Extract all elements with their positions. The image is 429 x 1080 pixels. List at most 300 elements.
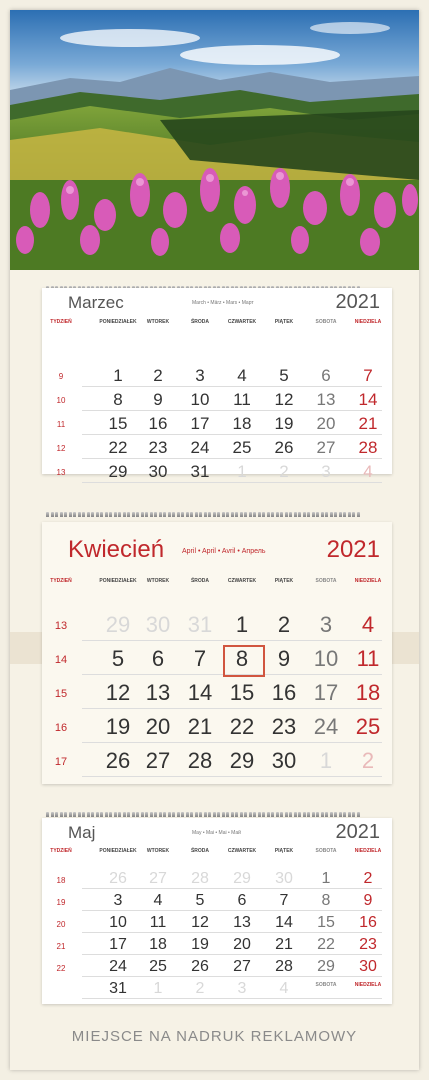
binding-ring <box>289 512 292 517</box>
week-number: 18 <box>56 875 66 885</box>
binding-ring <box>330 512 333 517</box>
binding-ring <box>226 812 229 817</box>
binding-ring <box>91 812 94 817</box>
binding-ring <box>244 512 247 517</box>
binding-ring <box>46 812 49 817</box>
binding-ring <box>127 512 130 517</box>
day-cell: 15 <box>108 414 128 433</box>
binding-ring <box>123 812 126 817</box>
binding-ring <box>69 812 72 817</box>
week-number: 13 <box>54 619 68 632</box>
binding-ring <box>199 512 202 517</box>
day-cell: 29 <box>229 748 255 773</box>
binding-ring <box>154 812 157 817</box>
binding-ring <box>208 512 211 517</box>
month-name-translations: May • Mai • Mai • Май <box>192 830 241 836</box>
day-cell: 17 <box>109 936 127 953</box>
month-name-translations: March • März • Mars • Март <box>192 300 254 306</box>
day-cell: 28 <box>191 870 209 887</box>
day-cell: 14 <box>358 390 378 409</box>
day-cell: 30 <box>145 612 171 637</box>
day-cell: 22 <box>317 936 335 953</box>
day-cell: 21 <box>358 414 378 433</box>
day-cell: 18 <box>232 414 252 433</box>
binding-ring <box>55 812 58 817</box>
day-cell: 4 <box>363 462 373 481</box>
day-cell: 13 <box>233 914 251 931</box>
day-cell: 26 <box>191 958 209 975</box>
binding-ring <box>330 812 333 817</box>
day-header-2: WTOREK <box>146 319 170 325</box>
day-header-5: PIĄTEK <box>274 319 294 325</box>
week-header: TYDZIEŃ <box>50 319 72 325</box>
binding-ring <box>307 512 310 517</box>
binding-ring <box>316 512 319 517</box>
binding-ring <box>285 812 288 817</box>
day-cell: 12 <box>191 914 209 931</box>
binding-ring <box>145 812 148 817</box>
binding-ring <box>213 512 216 517</box>
week-number: 20 <box>56 919 66 929</box>
binding-ring <box>105 812 108 817</box>
binding-ring <box>352 812 355 817</box>
day-cell: 27 <box>233 958 251 975</box>
binding-ring <box>199 812 202 817</box>
day-cell: 24 <box>109 958 127 975</box>
binding-ring <box>244 812 247 817</box>
day-cell: 8 <box>113 390 123 409</box>
day-cell: 12 <box>105 680 131 705</box>
day-cell: 28 <box>358 438 378 457</box>
day-cell: 30 <box>359 958 377 975</box>
day-cell: 1 <box>321 870 331 887</box>
day-cell: 27 <box>145 748 171 773</box>
binding-ring <box>289 812 292 817</box>
day-header-6: SOBOTA <box>315 319 337 325</box>
day-cell: 3 <box>321 462 331 481</box>
day-cell: 1 <box>237 462 247 481</box>
binding-ring <box>195 812 198 817</box>
binding-ring <box>87 812 90 817</box>
day-cell: 8 <box>321 892 331 909</box>
today-marker <box>223 645 265 677</box>
binding-ring <box>51 812 54 817</box>
day-cell: 5 <box>195 892 205 909</box>
binding-ring <box>87 512 90 517</box>
binding-ring <box>168 512 171 517</box>
day-cell: 6 <box>321 366 331 385</box>
binding-ring <box>181 512 184 517</box>
day-cell: 2 <box>153 366 163 385</box>
week-number: 13 <box>56 468 66 478</box>
day-header-4: CZWARTEK <box>227 319 257 325</box>
week-header: TYDZIEŃ <box>50 848 72 854</box>
day-cell: 15 <box>317 914 335 931</box>
day-cell: 22 <box>229 714 255 739</box>
binding-ring <box>168 812 171 817</box>
binding-ring <box>235 512 238 517</box>
day-cell: 20 <box>145 714 171 739</box>
binding-ring <box>73 812 76 817</box>
day-cell: 12 <box>274 390 294 409</box>
day-cell: 23 <box>148 438 168 457</box>
binding-ring <box>226 512 229 517</box>
day-cell: 31 <box>190 462 210 481</box>
binding-ring <box>235 812 238 817</box>
binding-ring <box>154 512 157 517</box>
day-cell: 2 <box>361 748 375 773</box>
binding-ring <box>204 812 207 817</box>
binding-ring <box>114 812 117 817</box>
binding-ring <box>159 812 162 817</box>
day-cell: 25 <box>355 714 381 739</box>
day-cell: 11 <box>149 914 167 931</box>
day-header-1: PONIEDZIAŁEK <box>99 319 137 325</box>
day-cell: 17 <box>190 414 210 433</box>
day-cell: 27 <box>149 870 167 887</box>
day-cell: 31 <box>109 980 127 997</box>
binding-ring <box>118 812 121 817</box>
week-number: 15 <box>54 687 68 700</box>
day-cell: 4 <box>237 366 247 385</box>
binding-ring <box>141 512 144 517</box>
day-cell: 5 <box>279 366 289 385</box>
binding-ring <box>334 812 337 817</box>
binding-ring <box>298 812 301 817</box>
day-cell: 31 <box>187 612 213 637</box>
day-header-3: ŚRODA <box>190 848 210 854</box>
binding-ring <box>163 512 166 517</box>
advertising-space-label: MIEJSCE NA NADRUK REKLAMOWY <box>71 1028 358 1045</box>
sunday-label: NIEDZIELA <box>354 982 382 988</box>
week-number: 21 <box>56 941 66 951</box>
day-cell: 29 <box>317 958 335 975</box>
day-cell: 11 <box>233 390 251 409</box>
binding-ring <box>64 512 67 517</box>
month-april <box>42 522 392 784</box>
binding-ring <box>213 812 216 817</box>
day-cell: 7 <box>363 366 373 385</box>
binding-ring <box>150 512 153 517</box>
calendar-board <box>10 10 419 1070</box>
binding-ring <box>334 512 337 517</box>
binding-ring <box>267 512 270 517</box>
month-header <box>42 818 392 844</box>
month-year: 2021 <box>326 536 380 563</box>
day-cell: 13 <box>145 680 171 705</box>
binding-ring <box>231 812 234 817</box>
binding-ring <box>325 812 328 817</box>
month-header <box>42 288 392 314</box>
day-cell: 5 <box>111 646 125 671</box>
month-header <box>42 522 392 562</box>
binding-ring <box>280 812 283 817</box>
day-header-1: PONIEDZIAŁEK <box>99 848 137 854</box>
binding-ring <box>78 812 81 817</box>
day-header-4: CZWARTEK <box>227 848 257 854</box>
binding-ring <box>150 812 153 817</box>
binding-ring <box>303 512 306 517</box>
day-cell: 18 <box>355 680 381 705</box>
binding-ring <box>190 812 193 817</box>
binding-ring <box>294 512 297 517</box>
day-header-5: PIĄTEK <box>274 848 294 854</box>
binding-ring <box>285 512 288 517</box>
day-cell: 26 <box>274 438 294 457</box>
day-cell: 16 <box>271 680 297 705</box>
day-cell: 7 <box>279 892 289 909</box>
day-cell: 23 <box>271 714 297 739</box>
binding-ring <box>321 812 324 817</box>
binding-ring <box>46 512 49 517</box>
day-cell: 29 <box>108 462 128 481</box>
day-cell: 2 <box>279 462 289 481</box>
binding-ring <box>60 812 63 817</box>
binding-ring <box>82 812 85 817</box>
binding-ring <box>343 512 346 517</box>
binding-ring <box>132 512 135 517</box>
binding-ring <box>186 812 189 817</box>
day-cell: 3 <box>113 892 123 909</box>
binding-ring <box>276 812 279 817</box>
week-number: 10 <box>56 396 66 406</box>
day-header-3: ŚRODA <box>190 319 210 325</box>
binding-ring <box>222 812 225 817</box>
binding-ring <box>258 512 261 517</box>
day-header-7: NIEDZIELA <box>354 319 382 325</box>
week-number: 16 <box>54 721 68 734</box>
binding-ring <box>163 812 166 817</box>
day-header-6: SOBOTA <box>315 578 337 584</box>
binding-ring <box>64 812 67 817</box>
binding-ring <box>100 812 103 817</box>
binding-ring <box>159 512 162 517</box>
week-number: 11 <box>56 420 66 430</box>
saturday-label: SOBOTA <box>315 982 337 988</box>
binding-ring <box>78 512 81 517</box>
binding-ring <box>240 512 243 517</box>
month-name: Marzec <box>68 293 124 312</box>
day-cell: 26 <box>105 748 131 773</box>
binding-ring <box>352 512 355 517</box>
day-header-1: PONIEDZIAŁEK <box>99 578 137 584</box>
day-cell: 3 <box>237 980 247 997</box>
day-cell: 30 <box>148 462 168 481</box>
day-cell: 17 <box>313 680 339 705</box>
binding-ring <box>271 512 274 517</box>
day-cell: 1 <box>319 748 333 773</box>
day-header-5: PIĄTEK <box>274 578 294 584</box>
week-number: 12 <box>56 444 66 454</box>
binding-ring <box>177 512 180 517</box>
day-cell: 1 <box>235 612 249 637</box>
binding-ring <box>357 812 360 817</box>
week-number: 17 <box>54 755 68 768</box>
spiral-binding <box>46 808 384 817</box>
day-cell: 2 <box>277 612 291 637</box>
binding-ring <box>262 512 265 517</box>
day-cell: 11 <box>356 646 380 671</box>
binding-ring <box>109 812 112 817</box>
binding-ring <box>258 812 261 817</box>
day-cell: 9 <box>363 892 373 909</box>
mountain-meadow-image <box>10 10 419 270</box>
day-cell: 16 <box>148 414 168 433</box>
day-cell: 27 <box>316 438 336 457</box>
day-cell: 30 <box>275 870 293 887</box>
day-cell: 3 <box>319 612 333 637</box>
binding-ring <box>303 812 306 817</box>
day-cell: 3 <box>195 366 205 385</box>
binding-ring <box>51 512 54 517</box>
binding-ring <box>186 512 189 517</box>
binding-ring <box>276 512 279 517</box>
day-header-7: NIEDZIELA <box>354 578 382 584</box>
week-number: 14 <box>54 653 68 666</box>
binding-ring <box>307 812 310 817</box>
binding-ring <box>325 512 328 517</box>
binding-ring <box>132 812 135 817</box>
day-cell: 29 <box>233 870 251 887</box>
day-cell: 10 <box>190 390 210 409</box>
day-cell: 1 <box>113 366 123 385</box>
binding-ring <box>339 812 342 817</box>
binding-ring <box>55 512 58 517</box>
binding-ring <box>105 512 108 517</box>
binding-ring <box>249 812 252 817</box>
day-cell: 7 <box>193 646 207 671</box>
binding-ring <box>267 812 270 817</box>
binding-ring <box>82 512 85 517</box>
binding-ring <box>217 812 220 817</box>
week-number: 19 <box>56 897 66 907</box>
binding-ring <box>145 512 148 517</box>
binding-ring <box>204 512 207 517</box>
day-cell: 13 <box>316 390 336 409</box>
day-header-2: WTOREK <box>146 578 170 584</box>
day-cell: 9 <box>277 646 291 671</box>
binding-ring <box>348 812 351 817</box>
day-header-7: NIEDZIELA <box>354 848 382 854</box>
day-cell: 2 <box>195 980 205 997</box>
month-march <box>42 288 392 481</box>
day-cell: 20 <box>316 414 336 433</box>
binding-ring <box>177 812 180 817</box>
binding-ring <box>195 512 198 517</box>
binding-ring <box>91 512 94 517</box>
binding-ring <box>321 512 324 517</box>
day-header-6: SOBOTA <box>315 848 337 854</box>
day-cell: 2 <box>363 870 373 887</box>
binding-ring <box>357 512 360 517</box>
day-cell: 8 <box>235 646 249 671</box>
landscape-photo <box>10 10 419 270</box>
month-year: 2021 <box>335 291 380 313</box>
day-cell: 26 <box>109 870 127 887</box>
binding-ring <box>109 512 112 517</box>
month-name-translations: April • April • Avril • Апрель <box>182 548 266 555</box>
day-cell: 21 <box>187 714 213 739</box>
day-cell: 9 <box>153 390 163 409</box>
binding-ring <box>253 512 256 517</box>
binding-ring <box>280 512 283 517</box>
day-cell: 4 <box>361 612 375 637</box>
binding-ring <box>141 812 144 817</box>
binding-ring <box>181 812 184 817</box>
binding-ring <box>136 812 139 817</box>
day-cell: 25 <box>232 438 252 457</box>
day-cell: 28 <box>275 958 293 975</box>
day-cell: 14 <box>187 680 213 705</box>
day-cell: 24 <box>313 714 339 739</box>
binding-ring <box>253 812 256 817</box>
binding-ring <box>123 512 126 517</box>
binding-ring <box>96 812 99 817</box>
month-name: Maj <box>68 823 96 842</box>
month-name: Kwiecień <box>68 536 165 563</box>
binding-ring <box>312 512 315 517</box>
binding-ring <box>190 512 193 517</box>
day-cell: 6 <box>237 892 247 909</box>
month-year: 2021 <box>335 821 380 843</box>
day-cell: 23 <box>359 936 377 953</box>
binding-ring <box>298 512 301 517</box>
binding-ring <box>217 512 220 517</box>
day-cell: 6 <box>151 646 165 671</box>
day-cell: 19 <box>191 936 209 953</box>
week-header: TYDZIEŃ <box>50 578 72 584</box>
binding-ring <box>127 812 130 817</box>
binding-ring <box>231 512 234 517</box>
day-cell: 22 <box>108 438 128 457</box>
binding-ring <box>69 512 72 517</box>
day-cell: 19 <box>274 414 294 433</box>
day-cell: 16 <box>359 914 377 931</box>
day-cell: 20 <box>233 936 251 953</box>
day-cell: 30 <box>271 748 297 773</box>
day-cell: 29 <box>105 612 131 637</box>
day-cell: 19 <box>105 714 131 739</box>
day-cell: 18 <box>149 936 167 953</box>
binding-ring <box>222 512 225 517</box>
binding-ring <box>60 512 63 517</box>
binding-ring <box>271 812 274 817</box>
day-cell: 14 <box>275 914 293 931</box>
binding-ring <box>118 512 121 517</box>
binding-ring <box>136 512 139 517</box>
binding-ring <box>208 812 211 817</box>
day-header-3: ŚRODA <box>190 578 210 584</box>
day-cell: 28 <box>187 748 213 773</box>
day-header-2: WTOREK <box>146 848 170 854</box>
day-cell: 25 <box>149 958 167 975</box>
day-cell: 21 <box>275 936 293 953</box>
day-cell: 10 <box>109 914 127 931</box>
binding-ring <box>343 812 346 817</box>
day-cell: 24 <box>190 438 210 457</box>
day-cell: 15 <box>229 680 255 705</box>
day-cell: 10 <box>313 646 339 671</box>
day-cell: 4 <box>153 892 163 909</box>
spiral-binding <box>46 508 384 517</box>
binding-ring <box>312 812 315 817</box>
binding-ring <box>96 512 99 517</box>
day-header-4: CZWARTEK <box>227 578 257 584</box>
week-number: 22 <box>56 963 66 973</box>
binding-ring <box>262 812 265 817</box>
week-number: 9 <box>58 372 64 382</box>
day-cell: 4 <box>279 980 289 997</box>
